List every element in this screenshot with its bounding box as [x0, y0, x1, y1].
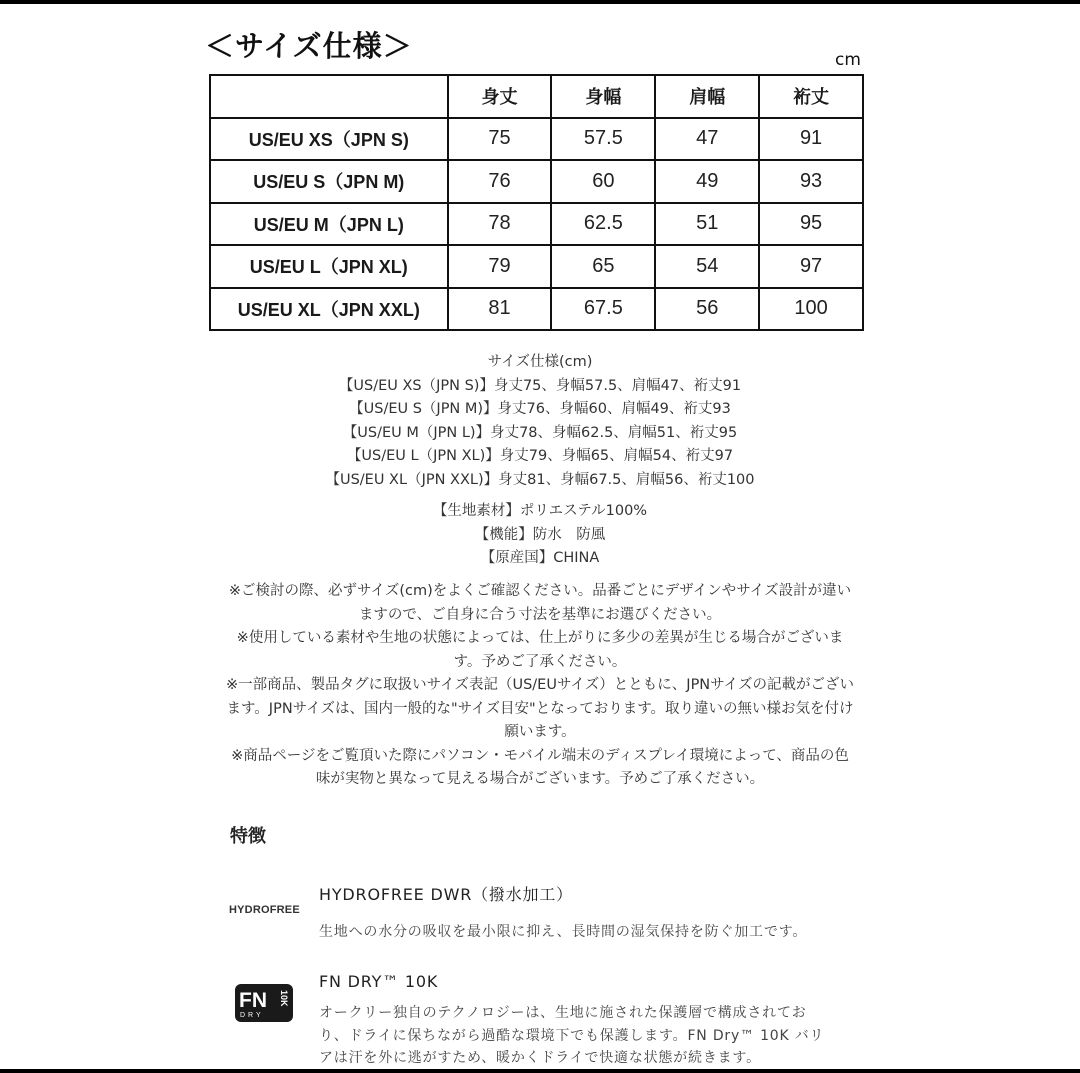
- spec-line: 【US/EU M（JPN L)】身丈78、身幅62.5、肩幅51、裄丈95: [342, 424, 738, 441]
- table-cell: 51: [655, 203, 759, 246]
- table-cell: 97: [759, 245, 863, 288]
- fn-logo-subtext: DRY: [240, 1012, 264, 1019]
- note-line: ※商品ページをご覧頂いた際にパソコン・モバイル端末のディスプレイ環境によって、商品の色: [231, 747, 849, 764]
- material-info: [0, 500, 1080, 571]
- table-cell: 78: [448, 203, 552, 246]
- table-row: [210, 203, 863, 246]
- table-cell: 57.5: [551, 118, 655, 161]
- table-cell: 75: [448, 118, 552, 161]
- hydrofree-logo: HYDROFREE: [229, 904, 300, 916]
- size-table: [209, 74, 864, 331]
- header-cell-empty: [210, 75, 448, 118]
- table-cell: 54: [655, 245, 759, 288]
- note-line: ※一部商品、製品タグに取扱いサイズ表記（US/EUサイズ）とともに、JPNサイズの記載がござい: [225, 677, 854, 693]
- spec-line: 【US/EU L（JPN XL)】身丈79、身幅65、肩幅54、裄丈97: [346, 448, 734, 464]
- size-spec-text: [0, 351, 1080, 492]
- table-row: [210, 118, 863, 161]
- table-cell: 100: [759, 288, 863, 331]
- table-cell: 56: [655, 288, 759, 331]
- origin-line: 【原産国】CHINA: [480, 550, 600, 566]
- material-line: 【生地素材】ポリエステル100%: [432, 503, 648, 519]
- notes: [0, 580, 1080, 792]
- unit-label: cm: [835, 50, 861, 70]
- feature-desc-hydrofree: [319, 921, 807, 944]
- row-label: US/EU L（JPN XL): [210, 245, 448, 288]
- fn-logo-badge: 10K: [279, 990, 289, 1007]
- header-cell-length: 身丈: [448, 75, 552, 118]
- page-title: ＜サイズ仕様＞: [205, 29, 413, 63]
- feature-desc-line: 生地への水分の吸収を最小限に抑え、長時間の湿気保持を防ぐ加工です。: [319, 924, 808, 940]
- note-line: ます。JPNサイズは、国内一般的な"サイズ目安"となっております。取り違いの無い様お気を付け: [226, 700, 854, 717]
- bottom-border: [0, 1069, 1080, 1073]
- table-row: [210, 245, 863, 288]
- table-cell: 79: [448, 245, 552, 288]
- table-cell: 62.5: [551, 203, 655, 246]
- table-cell: 95: [759, 203, 863, 246]
- row-label: US/EU XL（JPN XXL): [210, 288, 448, 331]
- note-line: ※使用している素材や生地の状態によっては、仕上がりに多少の差異が生じる場合がございま: [236, 630, 844, 646]
- table-row: [210, 160, 863, 203]
- table-cell: 91: [759, 118, 863, 161]
- table-cell: 60: [551, 160, 655, 203]
- feature-title-hydrofree: HYDROFREE DWR（撥水加工）: [319, 885, 573, 904]
- note-line: す。予めご了承ください。: [453, 653, 627, 670]
- table-cell: 93: [759, 160, 863, 203]
- feature-desc-line: アは汗を外に逃がすため、暖かくドライで快適な状態が続きます。: [319, 1050, 761, 1066]
- header-cell-sleeve: 裄丈: [759, 75, 863, 118]
- table-cell: 67.5: [551, 288, 655, 331]
- fn-dry-logo: [234, 983, 294, 1023]
- row-label: US/EU XS（JPN S): [210, 118, 448, 161]
- note-line: ますので、ご自身に合う寸法を基準にお選びください。: [358, 606, 722, 623]
- note-line: 願います。: [504, 724, 576, 740]
- table-cell: 76: [448, 160, 552, 203]
- features-heading: 特徴: [230, 826, 266, 847]
- top-border: [0, 0, 1080, 4]
- table-header-row: [210, 75, 863, 118]
- note-line: 味が実物と異なって見える場合がございます。予めご了承ください。: [315, 771, 765, 787]
- note-line: ※ご検討の際、必ずサイズ(cm)をよくご確認ください。品番ごとにデザインやサイズ設計が違い: [228, 583, 852, 599]
- feature-desc-line: り、ドライに保ちながら過酷な環境下でも保護します。FN Dry™ 10K バリ: [319, 1027, 825, 1044]
- spec-line: 【US/EU XL（JPN XXL)】身丈81、身幅67.5、肩幅56、裄丈100: [325, 471, 755, 488]
- feature-title-fndry: FN DRY™ 10K: [319, 972, 439, 991]
- feature-desc-fndry: [319, 1002, 824, 1070]
- feature-desc-line: オークリー独自のテクノロジーは、生地に施された保護層で構成されてお: [319, 1005, 807, 1021]
- spec-line: 【US/EU XS（JPN S)】身丈75、身幅57.5、肩幅47、裄丈91: [338, 377, 742, 394]
- table-row: [210, 288, 863, 331]
- function-line: 【機能】防水 防風: [474, 526, 606, 543]
- table-cell: 49: [655, 160, 759, 203]
- table-cell: 47: [655, 118, 759, 161]
- header-cell-shoulder: 肩幅: [655, 75, 759, 118]
- table-cell: 81: [448, 288, 552, 331]
- row-label: US/EU S（JPN M): [210, 160, 448, 203]
- spec-line: サイズ仕様(cm): [487, 354, 593, 370]
- fn-logo-text: FN: [239, 989, 267, 1012]
- spec-line: 【US/EU S（JPN M)】身丈76、身幅60、肩幅49、裄丈93: [349, 401, 731, 417]
- row-label: US/EU M（JPN L): [210, 203, 448, 246]
- header-cell-width: 身幅: [551, 75, 655, 118]
- table-cell: 65: [551, 245, 655, 288]
